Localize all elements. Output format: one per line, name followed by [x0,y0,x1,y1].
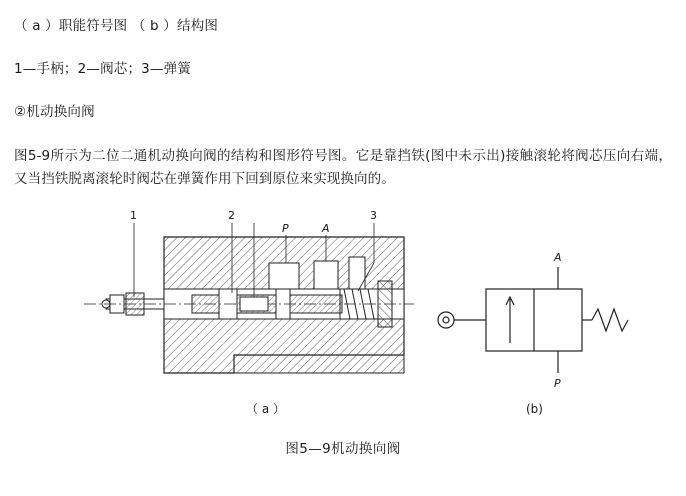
sublabel-a: （ a ） [246,402,285,416]
port-a-right-label: A [554,251,562,264]
port-p-right-label: P [554,377,561,390]
port-p-left-label: P [282,222,289,235]
callout-2-label: 2 [228,209,235,222]
port-a-left-label: A [322,222,330,235]
figure-sublabels [246,402,543,416]
sublabel-b: (b) [526,402,543,416]
section-heading: ②机动换向阀 [14,104,95,120]
mechanical-directional-valve-diagram [14,205,674,433]
symbol-drawing [438,267,628,373]
structure-callout-labels [130,209,377,235]
figure-subcaption-row: （ a ）职能符号图 （ b ）结构图 [14,18,219,34]
figure-caption: 图5—9机动换向阀 [285,441,401,457]
figure-area [14,205,672,457]
callout-3-label: 3 [370,209,377,222]
structure-drawing [84,223,414,373]
parts-legend: 1—手柄；2—阀芯；3—弹簧 [14,61,192,77]
callout-1-label: 1 [130,209,137,222]
body-paragraph: 图5-9所示为二位二通机动换向阀的结构和图形符号图。它是靠挡铁(图中未示出)接触滚轮将阀芯压向右端，又当挡铁脱离滚轮时阀芯在弹簧作用下回到原位来实现换向的。 [14,148,672,187]
